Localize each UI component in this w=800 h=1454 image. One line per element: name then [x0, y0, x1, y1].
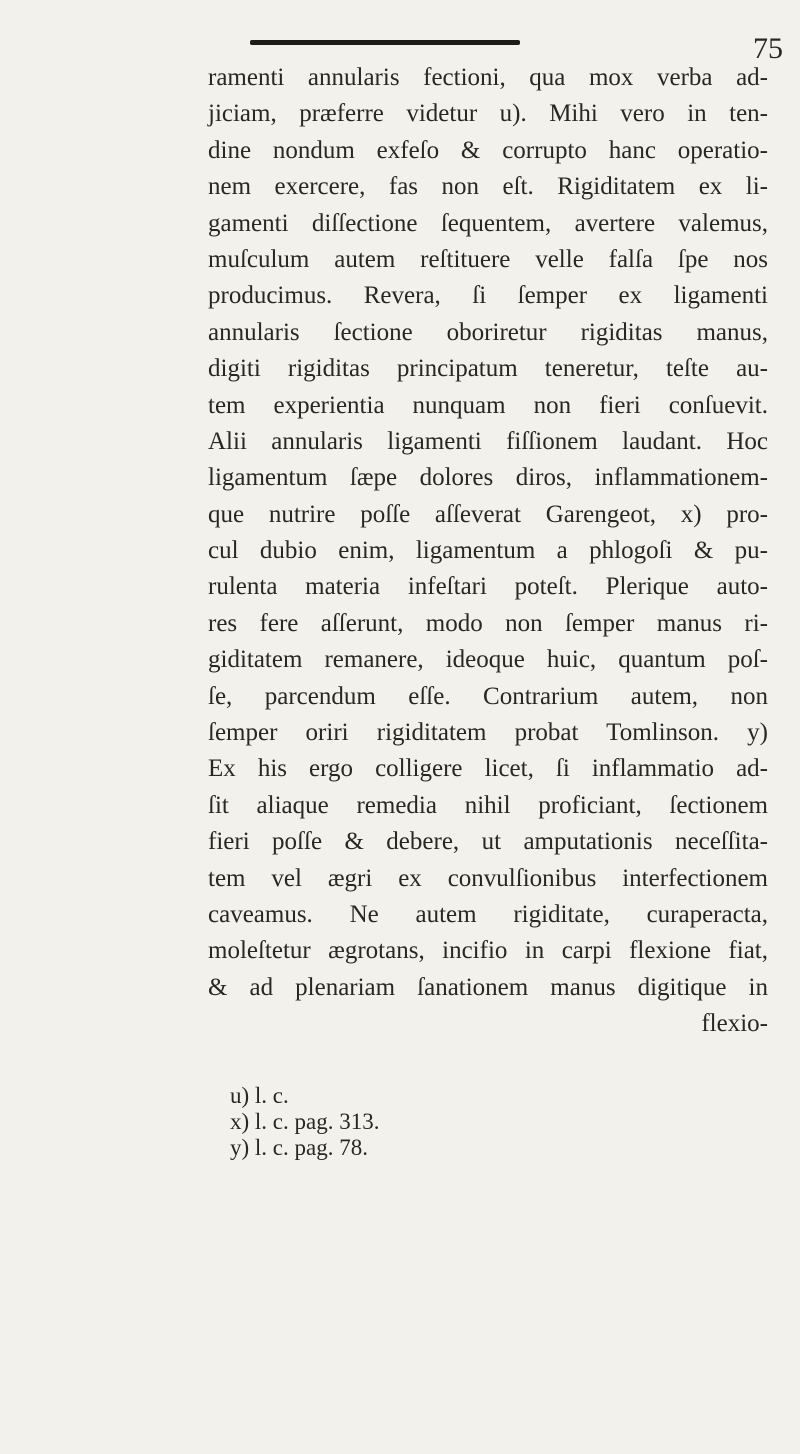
- footnote-x: x) l. c. pag. 313.: [230, 1109, 380, 1134]
- text-line: cul dubio enim, ligamentum a phlogoſi & pu-: [208, 537, 768, 565]
- text-line: moleſtetur ægrotans, incifio in carpi flexione fiat,: [208, 937, 768, 965]
- text-line: rulenta materia infeſtari poteſt. Plerique auto-: [208, 573, 768, 601]
- header-rule: [250, 40, 520, 45]
- text-line: jiciam, præferre videtur u). Mihi vero in ten-: [208, 100, 768, 128]
- text-line: dine nondum exfeſo & corrupto hanc operatio-: [208, 136, 768, 164]
- text-line: giditatem remanere, ideoque huic, quantum poſ-: [208, 646, 768, 674]
- text-line: ſe, parcendum eſſe. Contrarium autem, non: [208, 682, 768, 710]
- text-line: caveamus. Ne autem rigiditate, curaperacta,: [208, 900, 768, 928]
- footnote-u: u) l. c.: [230, 1083, 289, 1108]
- catchword-line: flexio-: [701, 1010, 768, 1038]
- text-line: Ex his ergo colligere licet, ſi inflammatio ad-: [208, 755, 768, 783]
- text-line: producimus. Revera, ſi ſemper ex ligamenti: [208, 282, 768, 310]
- text-line: ſemper oriri rigiditatem probat Tomlinson. y): [208, 719, 768, 747]
- text-line: fieri poſſe & debere, ut amputationis neceſſita-: [208, 828, 768, 856]
- text-line: nem exercere, fas non eſt. Rigiditatem ex li-: [208, 173, 768, 201]
- text-line: annularis ſectione oboriretur rigiditas manus,: [208, 318, 768, 346]
- text-line: gamenti diſſectione ſequentem, avertere valemus,: [208, 209, 768, 237]
- text-line: tem vel ægri ex convulſionibus interfectionem: [208, 864, 768, 892]
- text-line: que nutrire poſſe aſſeverat Garengeot, x) pro-: [208, 500, 768, 528]
- text-line: res fere aſſerunt, modo non ſemper manus ri-: [208, 609, 768, 637]
- text-line: tem experientia nunquam non fieri conſuevit.: [208, 391, 768, 419]
- text-line: ligamentum ſæpe dolores diros, inflammationem-: [208, 464, 768, 492]
- main-text-block: [208, 60, 768, 1043]
- footnote-y: y) l. c. pag. 78.: [230, 1135, 368, 1160]
- footnotes: [230, 1083, 379, 1161]
- text-line: Alii annularis ligamenti fiſſionem laudant. Hoc: [208, 427, 768, 455]
- text-line: digiti rigiditas principatum teneretur, teſte au-: [208, 355, 768, 383]
- text-line: & ad plenariam ſanationem manus digitique in: [208, 973, 768, 1001]
- text-line: muſculum autem reſtituere velle falſa ſpe nos: [208, 245, 768, 273]
- page-number: 75: [753, 32, 783, 65]
- text-line: ramenti annularis fectioni, qua mox verba ad-: [208, 64, 768, 91]
- text-line: ſit aliaque remedia nihil proficiant, ſectionem: [208, 791, 768, 819]
